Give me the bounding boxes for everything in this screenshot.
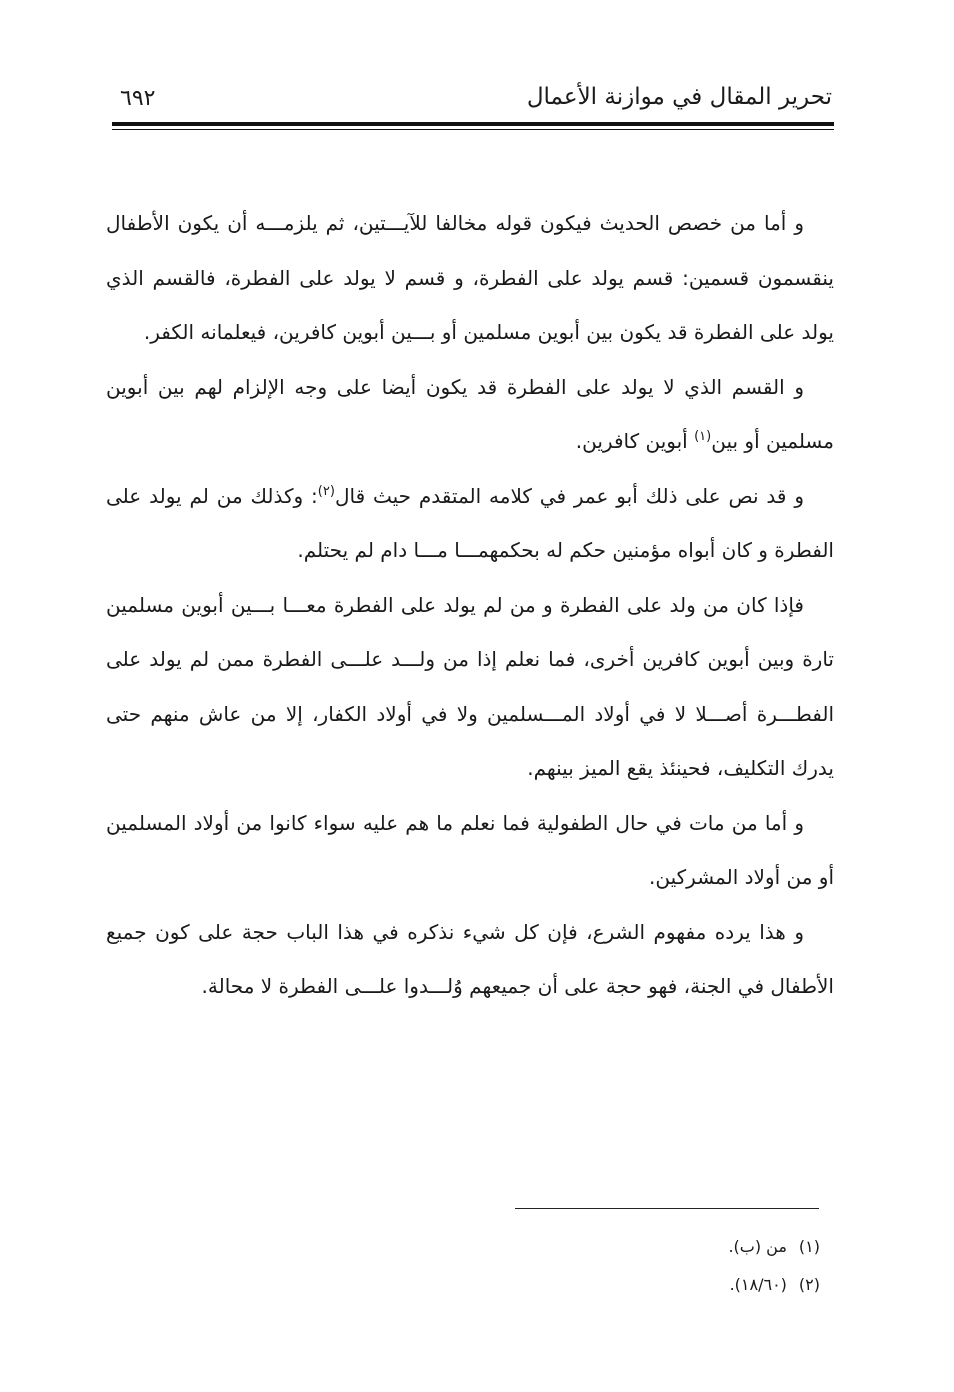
page-header: [112, 78, 834, 118]
paragraph: [106, 360, 834, 469]
footnote: [728, 1228, 820, 1266]
header-rule-thin: [112, 129, 834, 130]
paragraph: [106, 469, 834, 578]
paragraph-text: : وكذلك من لم يولد على الفطرة و كان أبواه مؤمنين حكم له بحكمهمـــا مـــا دام لم يحتلم.: [106, 483, 834, 562]
footnote-reference: (١): [694, 429, 712, 444]
header-rule-thick: [112, 122, 834, 126]
running-title: تحرير المقال في موازنة الأعمال: [526, 84, 832, 110]
paragraph-text: و القسم الذي لا يولد على الفطرة قد يكون أيضا على وجه الإلزام لهم بين أبوين مسلمين أو بين: [106, 374, 834, 453]
footnote-reference: (٢): [317, 483, 335, 499]
paragraph: و هذا يرده مفهوم الشرع، فإن كل شيء نذكره في هذا الباب حجة على كون جميع الأطفال في الجنة، فهو حجة على أن جميعهم وُلـــدوا علـــى الفطرة لا محالة.: [106, 919, 834, 998]
paragraph: فإذا كان من ولد على الفطرة و من لم يولد على الفطرة معـــا بـــين أبوين مسلمين تارة وبين أبوين كافرين أخرى، فما نعلم إذا من ولـــد علـــى الفطرة ممن لم يولد على الفطـــرة أصـــلا لا في أولاد المـــسلمين ولا في أولاد الكفار، إلا من عاش منهم حتى يدرك التكليف، فحينئذ يقع الميز بينهم.: [106, 592, 834, 780]
footnote-number: (٢): [798, 1275, 820, 1294]
page-number: ٦٩٢: [120, 86, 156, 111]
footnote-number: (١): [798, 1237, 820, 1256]
footnote-text: من (ب).: [728, 1237, 787, 1256]
paragraph-text: أبوين كافرين.: [575, 429, 695, 453]
footnote-separator: [515, 1208, 819, 1209]
paragraph-text: و قد نص على ذلك أبو عمر في كلامه المتقدم حيث قال: [334, 483, 804, 508]
main-text: [106, 196, 834, 1014]
paragraph: و أما من مات في حال الطفولية فما نعلم ما هم عليه سواء كانوا من أولاد المسلمين أو من أولاد المشركين.: [106, 810, 834, 889]
footnote-text: (١٨/٦٠).: [729, 1275, 787, 1294]
footnotes: [728, 1228, 820, 1304]
paragraph: و أما من خصص الحديث فيكون قوله مخالفا للآيـــتين، ثم يلزمـــه أن يكون الأطفال ينقسمون قسمين: قسم يولد على الفطرة، و قسم لا يولد على الفطرة، فالقسم الذي يولد على الفطرة قد يكون بين أبوين مسلمين أو بـــين أبوين كافرين، فيعلمانه الكفر.: [106, 211, 834, 344]
footnote: [728, 1266, 820, 1304]
